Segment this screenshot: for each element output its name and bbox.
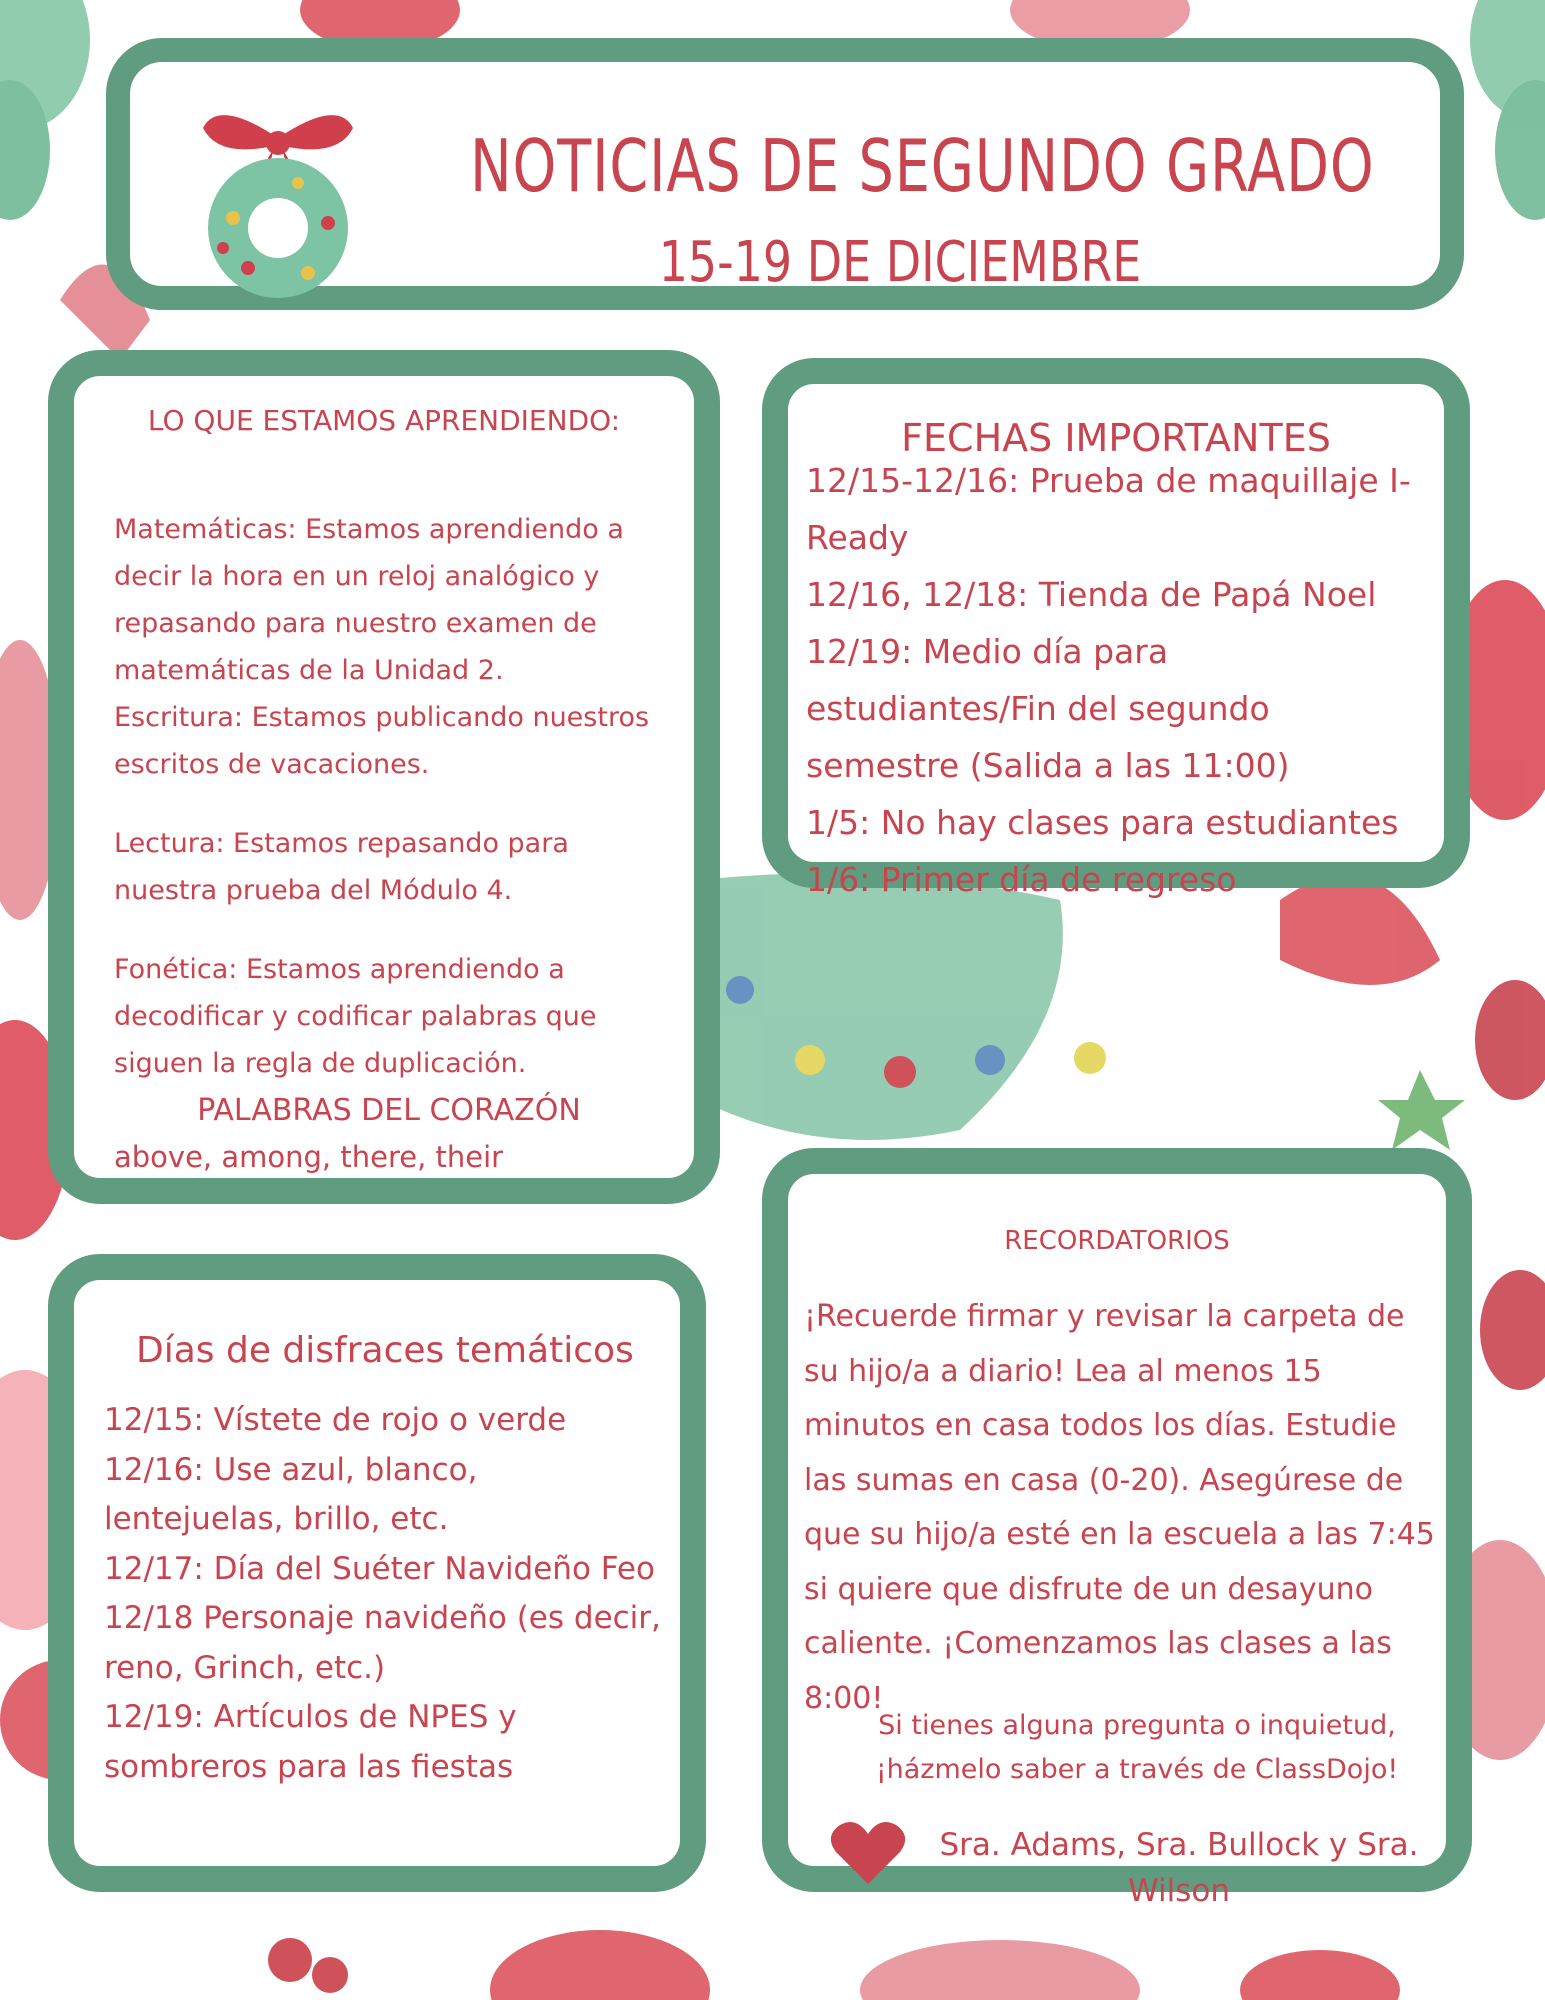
reminders-panel: [762, 1148, 1472, 1909]
list-item: 12/17: Día del Suéter Navideño Feo: [104, 1550, 655, 1587]
reading-text: Lectura: Estamos repasando para nuestra prueba del Módulo 4.: [114, 828, 569, 906]
phonics-text: Fonética: Estamos aprendiendo a decodificar y codificar palabras que siguen la regla de duplicación.: [114, 954, 597, 1079]
list-item: 12/18 Personaje navideño (es decir, reno, Grinch, etc.): [104, 1600, 661, 1686]
learning-body: [114, 506, 664, 1181]
reminders-body: ¡Recuerde firmar y revisar la carpeta de su hijo/a a diario! Lea al menos 15 minutos en casa todos los días. Estudie las sumas en casa (0-20). Asegúrese de que su hijo/a esté en la escuela a las 7:45 si quiere que disfrute de un desayuno caliente. ¡Comenzamos las clases a las 8:00!: [804, 1299, 1445, 1716]
costumes-heading: Días de disfraces temáticos: [136, 1330, 634, 1371]
heart-words: above, among, there, their: [114, 1140, 504, 1174]
newsletter-title: NOTICIAS DE SEGUNDO GRADO: [470, 124, 1375, 208]
reminders-heading: RECORDATORIOS: [1004, 1226, 1230, 1256]
important-dates-panel: [762, 358, 1470, 899]
list-item: 12/19: Artículos de NPES y sombreros para las fiestas: [104, 1699, 517, 1785]
list-item: 1/5: No hay clases para estudiantes: [806, 803, 1399, 842]
writing-text: Escritura: Estamos publicando nuestros escritos de vacaciones.: [114, 702, 650, 780]
list-item: 12/15: Vístete de rojo o verde: [104, 1402, 567, 1438]
teacher-signature: Sra. Adams, Sra. Bullock y Sra. Wilson: [939, 1827, 1419, 1909]
costumes-list: [104, 1396, 662, 1792]
list-item: 12/16, 12/18: Tienda de Papá Noel: [806, 575, 1377, 614]
week-dates: 15-19 DE DICIEMBRE: [658, 230, 1142, 295]
list-item: 12/16: Use azul, blanco, lentejuelas, brillo, etc.: [104, 1451, 478, 1537]
heart-icon: [830, 1820, 906, 1886]
dates-heading: FECHAS IMPORTANTES: [901, 416, 1331, 460]
list-item: 12/15-12/16: Prueba de maquillaje I-Ready: [806, 461, 1411, 557]
list-item: 1/6: Primer día de regreso: [806, 860, 1237, 899]
dates-list: [806, 452, 1426, 908]
learning-heading: LO QUE ESTAMOS APRENDIENDO:: [147, 404, 621, 437]
list-item: 12/19: Medio día para estudiantes/Fin del segundo semestre (Salida a las 11:00): [806, 632, 1290, 785]
contact-note: Si tienes alguna pregunta o inquietud, ¡házmelo saber a través de ClassDojo!: [875, 1710, 1399, 1785]
costume-days-panel: [48, 1254, 706, 1892]
christmas-wreath-icon: [178, 98, 378, 308]
heart-words-heading: PALABRAS DEL CORAZÓN: [197, 1093, 581, 1128]
math-text: Matemáticas: Estamos aprendiendo a decir la hora en un reloj analógico y repasando para nuestro examen de matemáticas de la Unidad 2.: [114, 514, 624, 686]
learning-panel: [48, 350, 720, 1204]
header-panel: [106, 38, 1464, 310]
